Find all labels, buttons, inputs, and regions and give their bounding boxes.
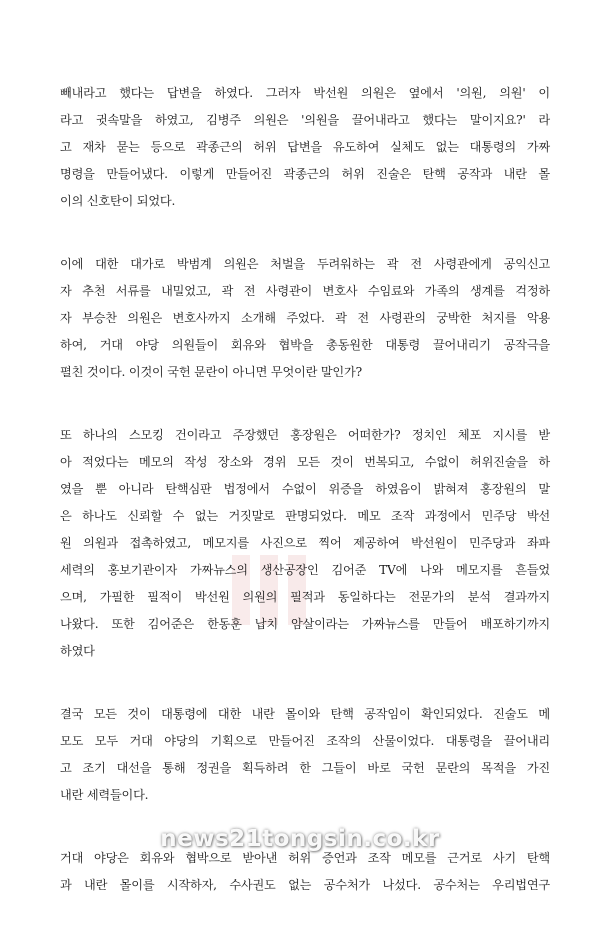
text-line: 고 조기 대선을 통해 정권을 획득하려 한 그들이 바로 국헌 문란의 목적을 가진 [60, 761, 550, 775]
text-line: 원 의원과 접촉하였고, 메모지를 사진으로 찍어 제공하여 박선원이 민주당과 좌파 [60, 536, 550, 550]
text-line: 빼내라고 했다는 답변을 하였다. 그러자 박선원 의원은 옆에서 '의원, 의원' 이 [60, 86, 550, 100]
text-line: 과 내란 몰이를 시작하자, 수사권도 없는 공수처가 나섰다. 공수처는 우리법연구 [60, 878, 550, 892]
site-watermark: news21tongsin.co.kr [160, 826, 440, 852]
text-line: 나왔다. 또한 김어준은 한동훈 납치 암살이라는 가짜뉴스를 만들어 배포하기까지 [60, 617, 550, 631]
text-line: 아 적었다는 메모의 작성 장소와 경위 모든 것이 번복되고, 수없이 허위진술을 하 [60, 455, 550, 469]
text-line: 으며, 가필한 필적이 박선원 의원의 필적과 동일하다는 전문가의 분석 결과까지 [60, 590, 550, 604]
paragraph-1 [60, 80, 550, 215]
paragraph-4 [60, 701, 550, 809]
text-line: 명령을 만들어냈다. 이렇게 만들어진 곽종근의 허위 진술은 탄핵 공작과 내란 몰 [60, 167, 550, 181]
text-line: 자 부승찬 의원은 변호사까지 소개해 주었다. 곽 전 사령관의 궁박한 처지를 악용 [60, 311, 550, 325]
text-line: 펼친 것이다. 이것이 국헌 문란이 아니면 무엇이란 말인가? [60, 365, 362, 379]
text-line: 또 하나의 스모킹 건이라고 주장했던 홍장원은 어떠한가? 정치인 체포 지시를 받 [60, 428, 550, 442]
text-line: 자 추천 서류를 내밀었고, 곽 전 사령관이 변호사 수임료와 가족의 생계를 걱정하 [60, 284, 550, 298]
text-line: 하였다 [60, 644, 95, 658]
text-line: 세력의 홍보기관이자 가짜뉴스의 생산공장인 김어준 TV에 나와 메모지를 흔들었 [60, 563, 550, 577]
paragraph-3 [60, 422, 550, 665]
text-line: 모도 모두 거대 야당의 기획으로 만들어진 조작의 산물이었다. 대통령을 끌어내리 [60, 734, 550, 748]
document-body [60, 80, 550, 935]
text-line: 하여, 거대 야당 의원들이 회유와 협박을 총동원한 대통령 끌어내리기 공작극을 [60, 338, 550, 352]
text-line: 였을 뿐 아니라 탄핵심판 법정에서 수없이 위증을 하였음이 밝혀져 홍장원의 말 [60, 482, 550, 496]
text-line: 이에 대한 대가로 박범계 의원은 처벌을 두려워하는 곽 전 사령관에게 공익신고 [60, 257, 550, 271]
text-line: 이의 신호탄이 되었다. [60, 194, 176, 208]
text-line: 거대 야당은 회유와 협박으로 받아낸 허위 증언과 조작 메모를 근거로 사기 탄핵 [60, 851, 550, 865]
text-line: 라고 귓속말을 하였고, 김병주 의원은 '의원을 끌어내라고 했다는 말이지요?' 라 [60, 113, 550, 127]
text-line: 결국 모든 것이 대통령에 대한 내란 몰이와 탄핵 공작임이 확인되었다. 진술도 메 [60, 707, 550, 721]
paragraph-5 [60, 845, 550, 899]
text-line: 내란 세력들이다. [60, 788, 149, 802]
text-line: 은 하나도 신뢰할 수 없는 거짓말로 판명되었다. 메모 조작 과정에서 민주당 박선 [60, 509, 550, 523]
text-line: 고 재차 묻는 등으로 곽종근의 허위 답변을 유도하여 실체도 없는 대통령의 가짜 [60, 140, 550, 154]
paragraph-2 [60, 251, 550, 386]
